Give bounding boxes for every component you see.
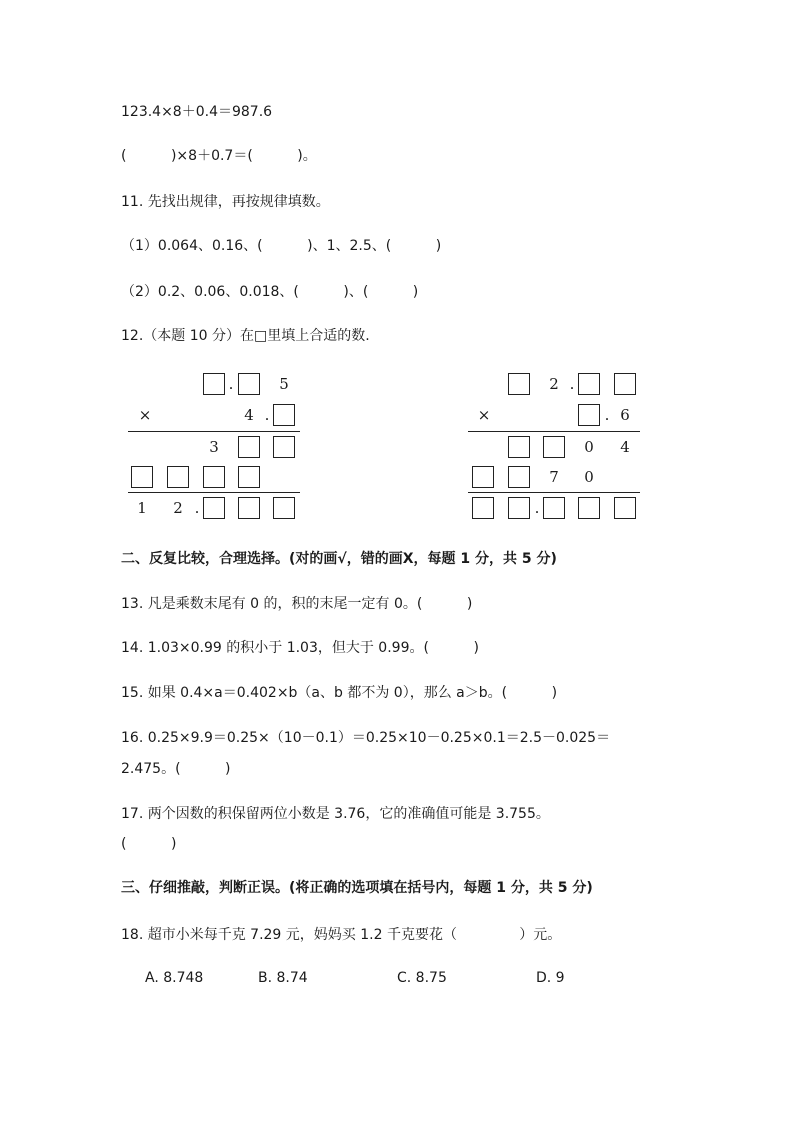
option-d[interactable]: D. 9 xyxy=(536,970,565,986)
blank-box[interactable] xyxy=(508,436,530,458)
blank-box[interactable] xyxy=(508,466,530,488)
question-18: 18. 超市小米每千克 7.29 元，妈妈买 1.2 千克要花（ ）元。 xyxy=(121,927,562,943)
decimal-point: . xyxy=(604,406,610,424)
digit: 7 xyxy=(549,468,559,486)
question-13: 13. 凡是乘数末尾有 0 的，积的末尾一定有 0。( ) xyxy=(121,596,473,612)
blank-box[interactable] xyxy=(273,436,295,458)
blank-box[interactable] xyxy=(203,466,225,488)
equation-known: 123.4×8＋0.4＝987.6 xyxy=(121,104,273,120)
decimal-point: . xyxy=(194,499,200,517)
question-11: 11. 先找出规律，再按规律填数。 xyxy=(121,194,330,210)
question-14: 14. 1.03×0.99 的积小于 1.03，但大于 0.99。( ) xyxy=(121,640,479,656)
blank-box[interactable] xyxy=(578,497,600,519)
blank-box[interactable] xyxy=(238,497,260,519)
digit: 0 xyxy=(584,468,594,486)
option-c[interactable]: C. 8.75 xyxy=(397,970,447,986)
digit: 5 xyxy=(279,375,289,393)
section-3-heading: 三、仔细推敲，判断正误。(将正确的选项填在括号内，每题 1 分，共 5 分) xyxy=(121,880,593,896)
divider-line xyxy=(468,431,640,432)
question-15: 15. 如果 0.4×a＝0.402×b（a、b 都不为 0），那么 a＞b。( ) xyxy=(121,685,558,701)
blank-box[interactable] xyxy=(614,497,636,519)
equation-blank: ( )×8＋0.7＝( )。 xyxy=(121,148,317,164)
digit: 3 xyxy=(209,438,219,456)
blank-box[interactable] xyxy=(273,404,295,426)
digit: 1 xyxy=(137,499,147,517)
blank-box[interactable] xyxy=(203,497,225,519)
question-17-line-2: ( ) xyxy=(121,836,177,852)
digit: 2 xyxy=(173,499,183,517)
option-b[interactable]: B. 8.74 xyxy=(258,970,308,986)
digit: 4 xyxy=(244,406,254,424)
option-a[interactable]: A. 8.748 xyxy=(145,970,204,986)
question-16-line-1: 16. 0.25×9.9＝0.25×（10－0.1）＝0.25×10－0.25×0.1＝2.5－0.025＝ xyxy=(121,730,611,746)
question-12: 12.（本题 10 分）在□里填上合适的数. xyxy=(121,328,370,344)
section-2-heading: 二、反复比较，合理选择。(对的画√，错的画X，每题 1 分，共 5 分) xyxy=(121,551,557,567)
question-16-line-2: 2.475。( ) xyxy=(121,761,231,777)
divider-line xyxy=(128,431,300,432)
blank-box[interactable] xyxy=(238,466,260,488)
blank-box[interactable] xyxy=(238,373,260,395)
question-11-part-2: （2）0.2、0.06、0.018、( )、( ) xyxy=(121,284,419,300)
blank-box[interactable] xyxy=(167,466,189,488)
blank-box[interactable] xyxy=(238,436,260,458)
decimal-point: . xyxy=(228,375,234,393)
decimal-point: . xyxy=(534,499,540,517)
decimal-point: . xyxy=(569,375,575,393)
multiply-sign: × xyxy=(477,406,491,424)
blank-box[interactable] xyxy=(543,497,565,519)
divider-line xyxy=(468,492,640,493)
blank-box[interactable] xyxy=(472,466,494,488)
question-17-line-1: 17. 两个因数的积保留两位小数是 3.76，它的准确值可能是 3.755。 xyxy=(121,806,550,822)
multiply-sign: × xyxy=(138,406,152,424)
question-11-part-1: （1）0.064、0.16、( )、1、2.5、( ) xyxy=(121,238,442,254)
blank-box[interactable] xyxy=(508,373,530,395)
decimal-point: . xyxy=(264,406,270,424)
digit: 4 xyxy=(620,438,630,456)
blank-box[interactable] xyxy=(273,497,295,519)
digit: 0 xyxy=(584,438,594,456)
divider-line xyxy=(128,492,300,493)
blank-box[interactable] xyxy=(472,497,494,519)
blank-box[interactable] xyxy=(614,373,636,395)
blank-box[interactable] xyxy=(578,373,600,395)
digit: 6 xyxy=(620,406,630,424)
blank-box[interactable] xyxy=(131,466,153,488)
blank-box[interactable] xyxy=(543,436,565,458)
digit: 2 xyxy=(549,375,559,393)
